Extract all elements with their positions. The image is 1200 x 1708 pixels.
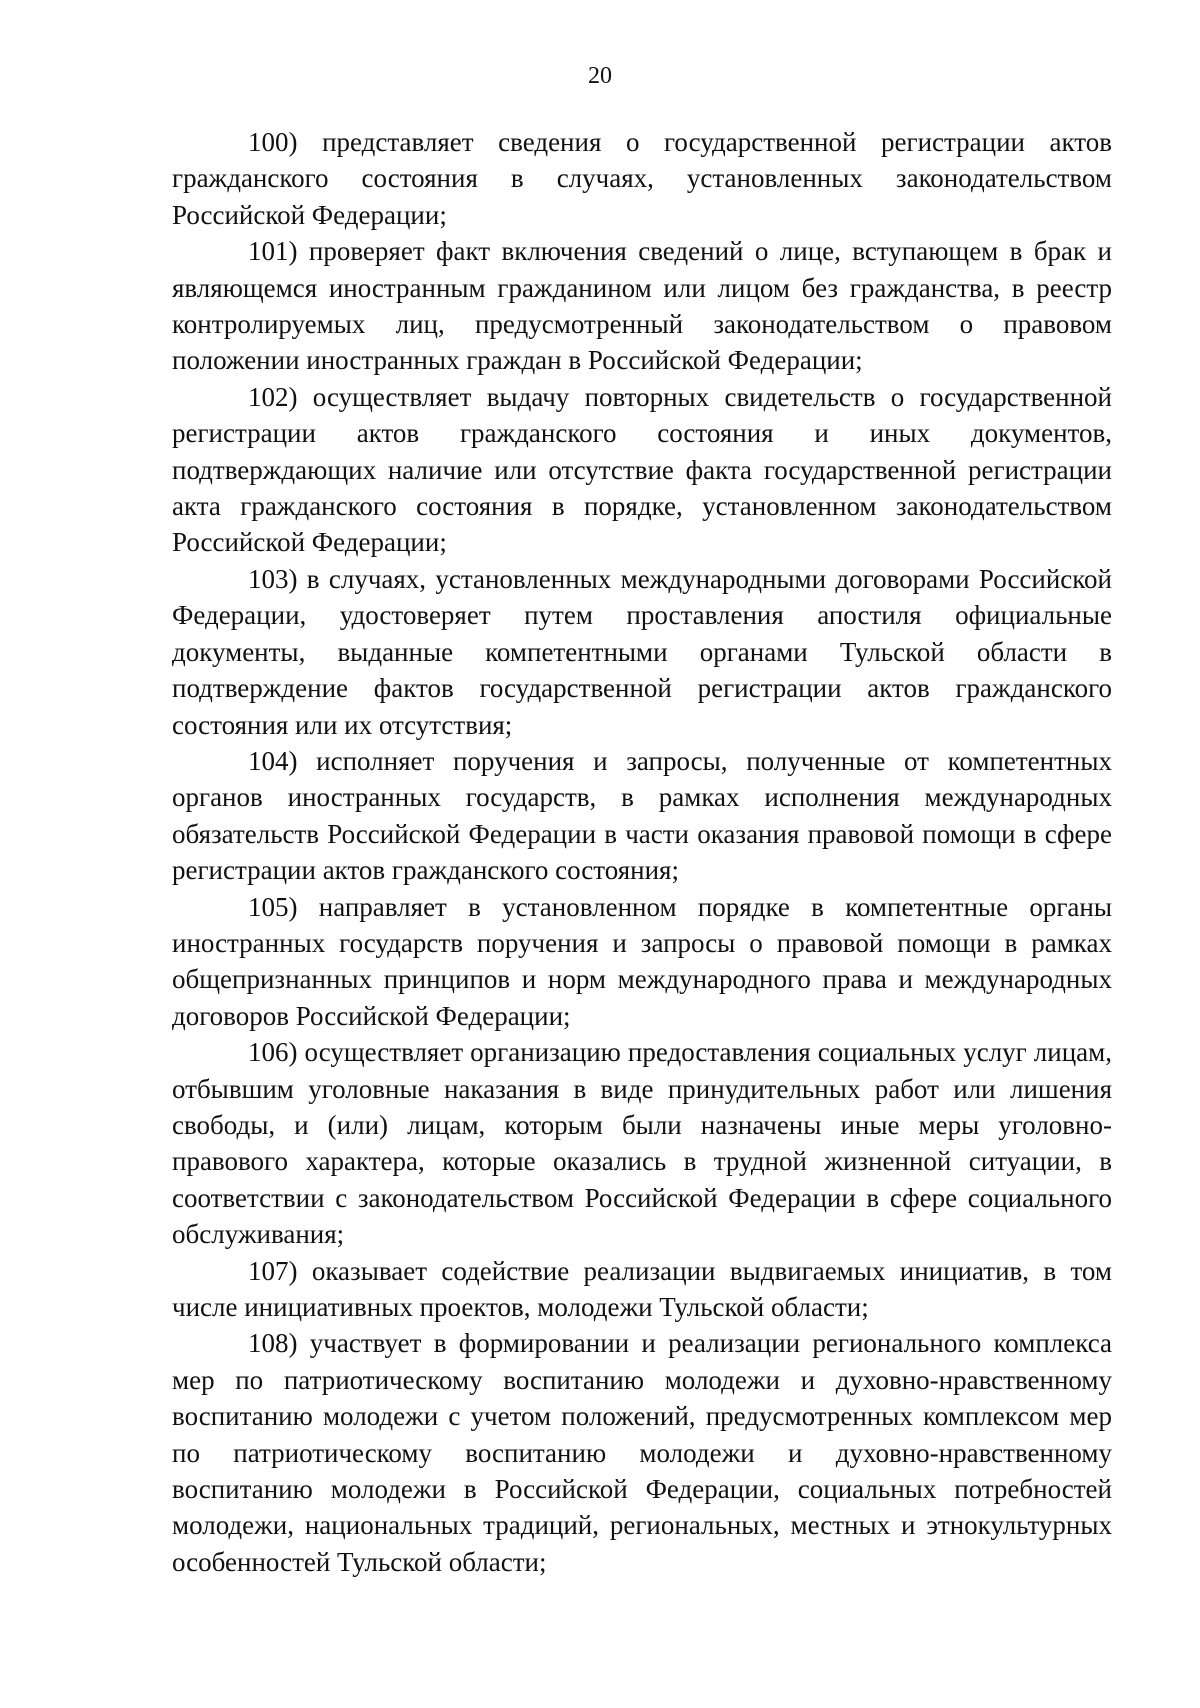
list-item-107: 107) оказывает содействие реализации выдвигаемых инициатив, в том числе инициативных проектов, молодежи Тульской области; xyxy=(172,1255,1112,1322)
page-number: 20 xyxy=(588,63,612,89)
document-body xyxy=(172,124,1112,1580)
list-item-100: 100) представляет сведения о государственной регистрации актов гражданского состояния в случаях, установленных законодательством Российской Федерации; xyxy=(172,127,1112,230)
list-item-104: 104) исполняет поручения и запросы, полученные от компетентных органов иностранных государств, в рамках исполнения международных обязательств Российской Федерации в части оказания правовой помощи в сфере регистрации актов гражданского состояния; xyxy=(172,745,1112,886)
list-item-108: 108) участвует в формировании и реализации регионального комплекса мер по патриотическому воспитанию молодежи и духовно-нравственному воспитанию молодежи с учетом положений, предусмотренных комплексом мер по патриотическому воспитанию молодежи и духовно-нравственному воспитанию молодежи в Российской Федерации, социальных потребностей молодежи, национальных традиций, региональных, местных и этнокультурных особенностей Тульской области; xyxy=(172,1328,1112,1577)
list-item-102: 102) осуществляет выдачу повторных свидетельств о государственной регистрации актов гражданского состояния и иных документов, подтверждающих наличие или отсутствие факта государственной регистрации акта гражданского состояния в порядке, установленном законодательством Российской Федерации; xyxy=(172,381,1112,558)
list-item-106: 106) осуществляет организацию предоставления социальных услуг лицам, отбывшим уголовные наказания в виде принудительных работ или лишения свободы, и (или) лицам, которым были назначены иные меры уголовно-правового характера, которые оказались в трудной жизненной ситуации, в соответствии с законодательством Российской Федерации в сфере социального обслуживания; xyxy=(172,1037,1112,1250)
list-item-103: 103) в случаях, установленных международными договорами Российской Федерации, удостоверяет путем проставления апостиля официальные документы, выданные компетентными органами Тульской области в подтверждение фактов государственной регистрации актов гражданского состояния или их отсутствия; xyxy=(172,563,1112,740)
list-item-101: 101) проверяет факт включения сведений о лице, вступающем в брак и являющемся иностранным гражданином или лицом без гражданства, в реестр контролируемых лиц, предусмотренный законодательством о правовом положении иностранных граждан в Российской Федерации; xyxy=(172,236,1112,376)
list-item-105: 105) направляет в установленном порядке в компетентные органы иностранных государств поручения и запросы о правовой помощи в рамках общепризнанных принципов и норм международного права и международных договоров Российской Федерации; xyxy=(172,891,1112,1031)
